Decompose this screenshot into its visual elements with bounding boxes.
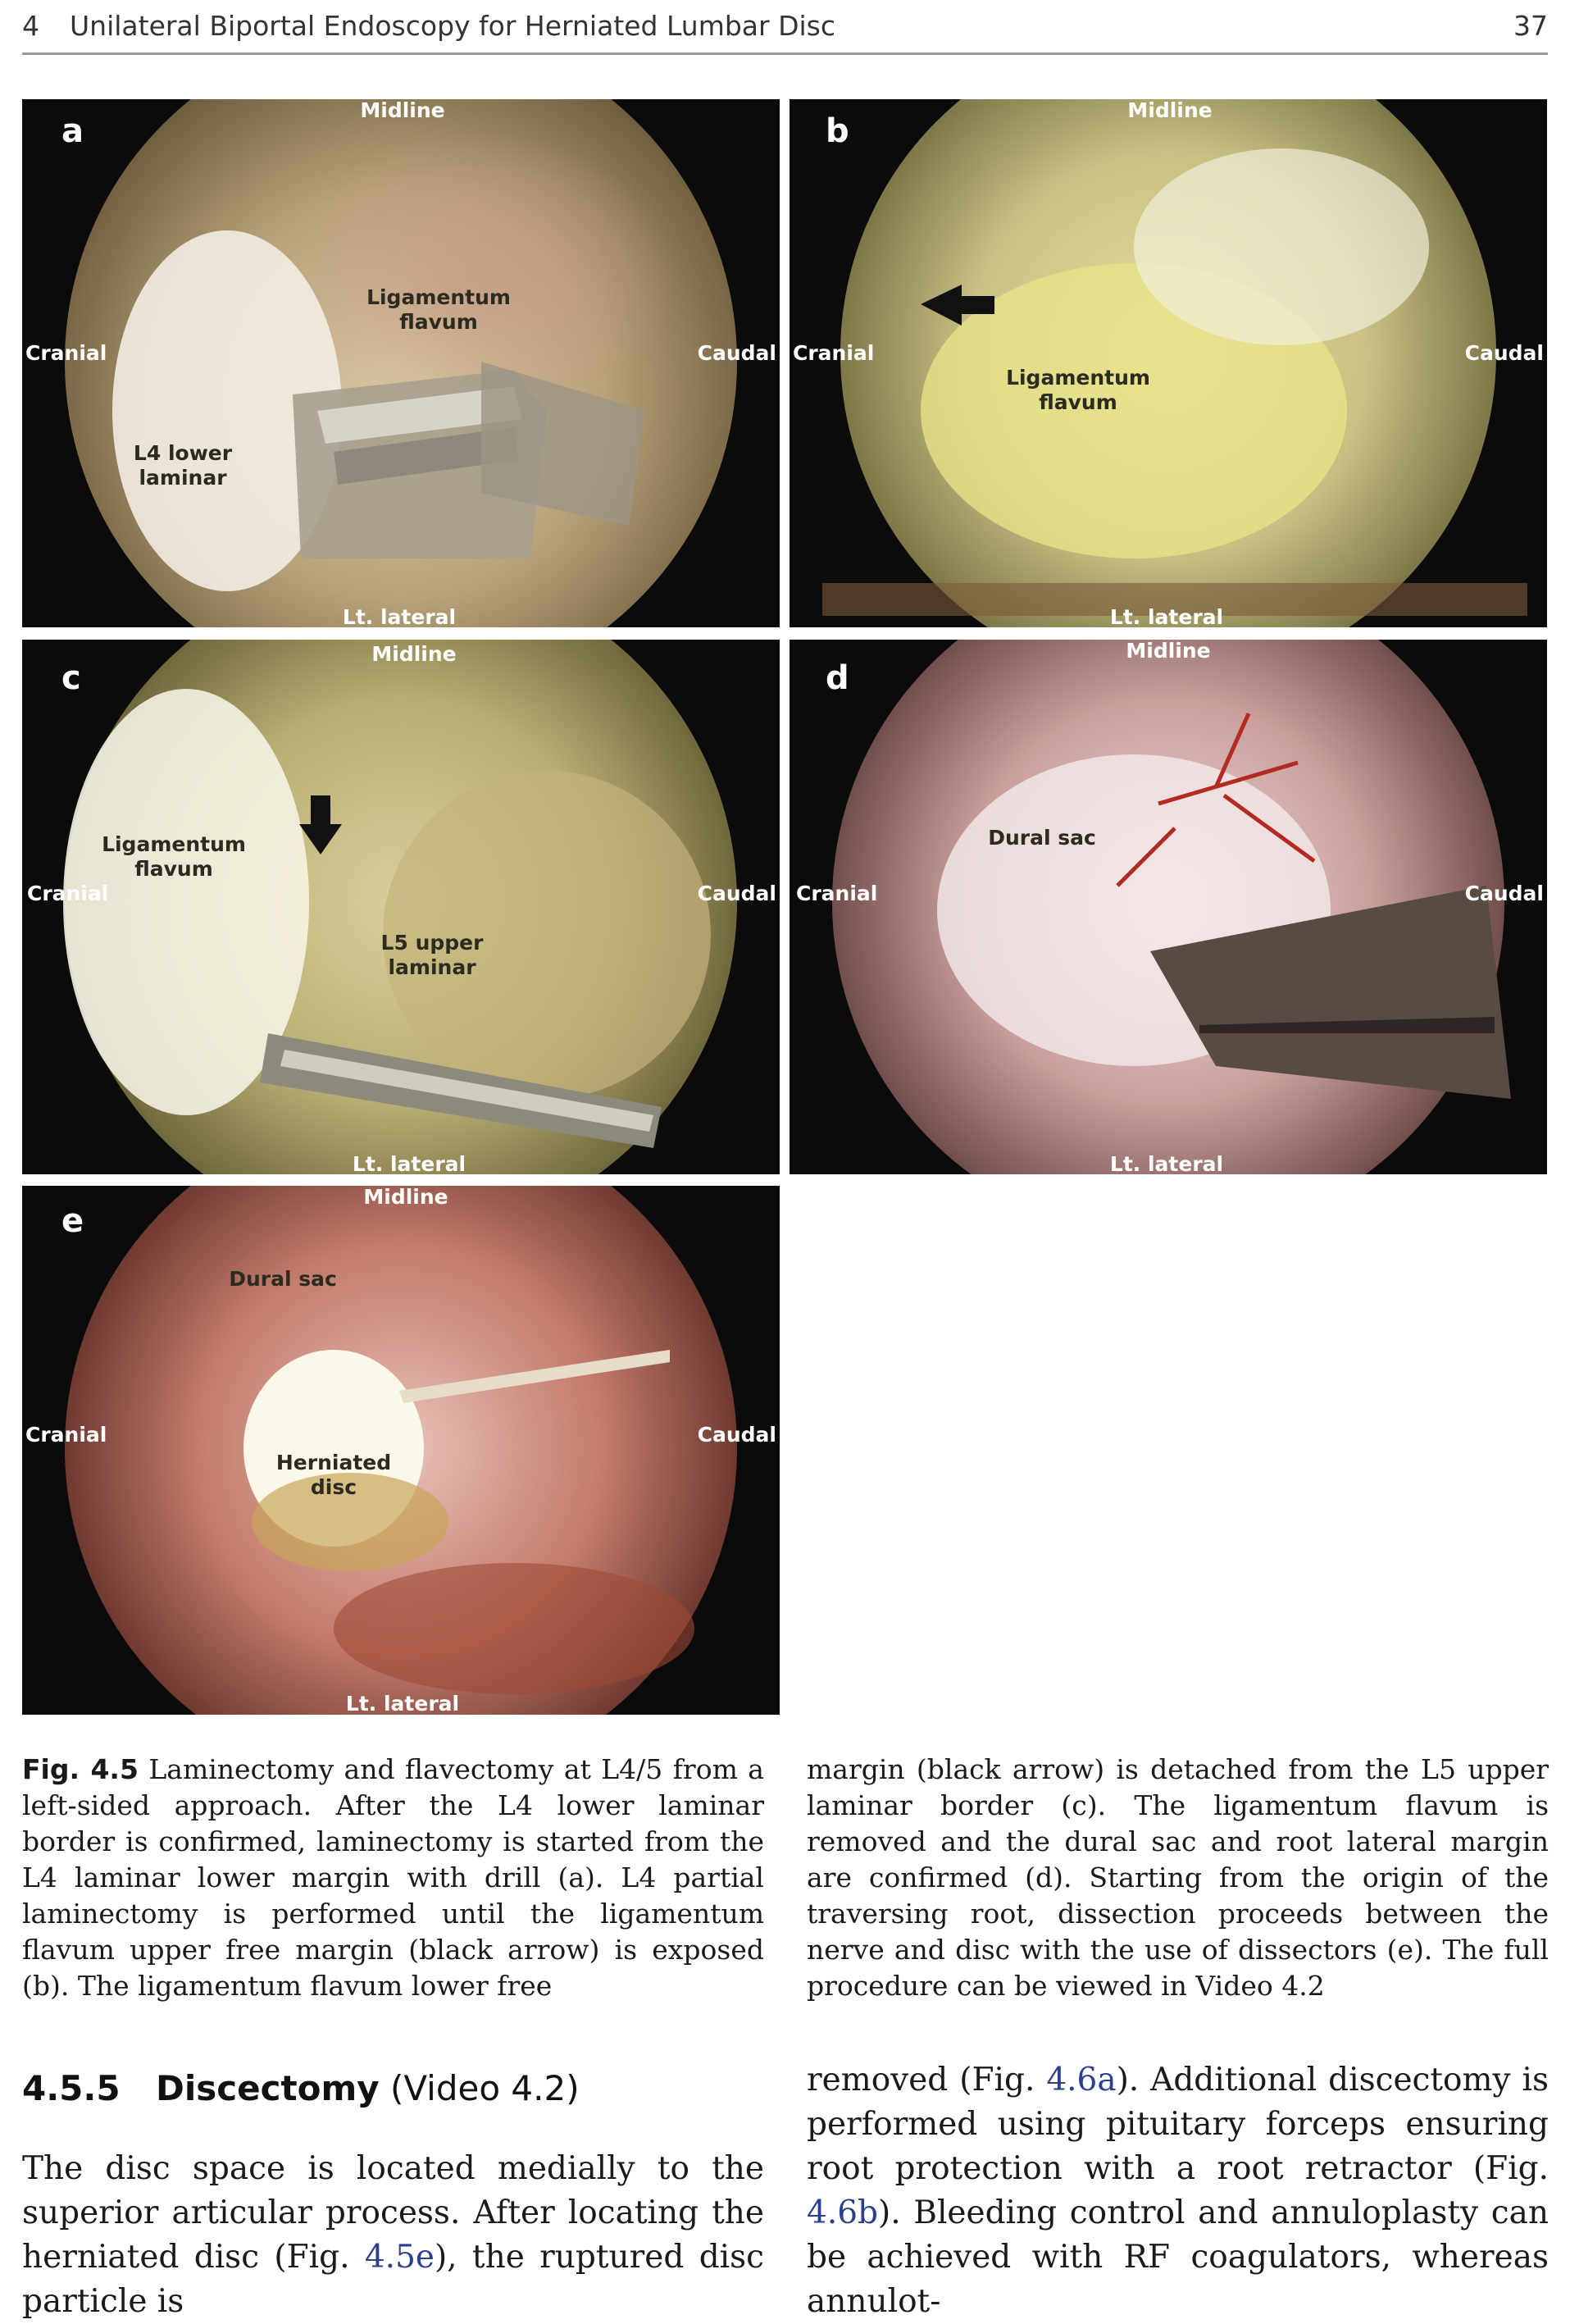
orientation-caudal: Caudal [697,1423,776,1447]
endoscopic-image-a [22,99,780,627]
orientation-lateral: Lt. lateral [342,605,457,627]
endoscopic-image-c [22,640,780,1174]
figure-panel-c [22,640,780,1174]
orientation-cranial: Cranial [25,1423,107,1447]
figure-panel-b [790,99,1547,627]
anatomy-label: flavum [1039,390,1117,414]
endoscopic-image-e [22,1186,780,1715]
anatomy-label: Herniated [275,1451,392,1474]
section-video-ref: (Video 4.2) [389,2068,580,2108]
orientation-cranial: Cranial [27,882,109,905]
orientation-lateral: Lt. lateral [1109,1152,1224,1174]
body-text: ), the ruptured disc particle is [22,2239,764,2320]
figure-panel-e [22,1186,780,1715]
endoscopic-image-d [790,640,1547,1174]
orientation-caudal: Caudal [697,882,776,905]
body-text: ). Bleeding control and annuloplasty can be achieved with RF coagulators, whereas annulot- [807,2194,1549,2320]
orientation-midline: Midline [360,99,445,122]
anatomy-label: Dural sac [229,1267,337,1291]
section-title: Discectomy [156,2068,380,2108]
figure-panel-a [22,99,780,627]
body-text: removed (Fig. [807,2062,1047,2098]
anatomy-label: Dural sac [988,826,1096,850]
orientation-midline: Midline [1126,640,1211,663]
page-number: 37 [1513,10,1548,42]
chapter-title: Unilateral Biportal Endoscopy for Herniated Lumbar Disc [70,10,836,42]
figure-panel-d [790,640,1547,1174]
panel-letter-a: a [61,112,84,150]
orientation-lateral: Lt. lateral [345,1692,460,1715]
orientation-caudal: Caudal [1464,341,1544,365]
anatomy-label: flavum [134,857,213,881]
panel-letter-c: c [61,659,81,697]
orientation-lateral: Lt. lateral [352,1152,466,1174]
figure-link[interactable]: 4.6b [807,2194,878,2231]
anatomy-label: Ligamentum [366,285,511,309]
orientation-cranial: Cranial [796,882,878,905]
orientation-cranial: Cranial [25,341,107,365]
figure-caption-right [807,1752,1549,2004]
anatomy-label: flavum [399,310,478,334]
body-text: The disc space is located medially to the superior articular process. After locating the herniated disc (Fig. [22,2150,764,2276]
orientation-midline: Midline [371,642,457,666]
anatomy-label: Ligamentum [1006,366,1150,390]
orientation-cranial: Cranial [793,341,875,365]
orientation-midline: Midline [1127,99,1213,122]
figure-caption-left [22,1752,764,2004]
chapter-number: 4 [22,10,39,42]
body-text-left [22,2147,764,2324]
orientation-midline: Midline [363,1186,448,1209]
caption-text: Laminectomy and flavectomy at L4/5 from a left-sided approach. After the L4 lower laminar border is confirmed, laminectomy is started from the L4 laminar lower margin with drill (a). L4 partial laminectomy is performed until the ligamentum flavum upper free margin (black arrow) is exposed (b). The ligamentum flavum lower free [22,1753,764,2002]
section-heading [22,2068,580,2108]
anatomy-label: laminar [388,955,476,979]
running-head [22,3,1548,55]
panel-letter-d: d [826,659,849,697]
body-text: ). Additional discectomy is performed using pituitary forceps ensuring root protection with a root retractor (Fig. [807,2062,1550,2187]
section-number: 4.5.5 [22,2068,121,2108]
orientation-caudal: Caudal [697,341,776,365]
orientation-caudal: Caudal [1464,882,1544,905]
figure-label: Fig. 4.5 [22,1753,139,1785]
figure-link[interactable]: 4.6a [1046,2062,1117,2098]
orientation-lateral: Lt. lateral [1109,605,1224,627]
figure-link[interactable]: 4.5e [364,2239,435,2276]
anatomy-label: laminar [139,466,227,490]
endoscopic-image-b [790,99,1547,627]
anatomy-label: L5 upper [380,931,484,955]
anatomy-label: disc [310,1475,357,1499]
panel-letter-e: e [61,1202,84,1240]
panel-letter-b: b [826,112,849,150]
caption-text: margin (black arrow) is detached from the L5 upper laminar border (c). The ligamentum flavum is removed and the dural sac and root lateral margin are confirmed (d). Starting from the origin of the traversing root, dissection proceeds between the nerve and disc with the use of dissectors (e). The full procedure can be viewed in Video 4.2 [807,1753,1549,2002]
body-text-right [807,2058,1549,2324]
anatomy-label: L4 lower [133,441,233,465]
anatomy-label: Ligamentum [102,832,246,856]
